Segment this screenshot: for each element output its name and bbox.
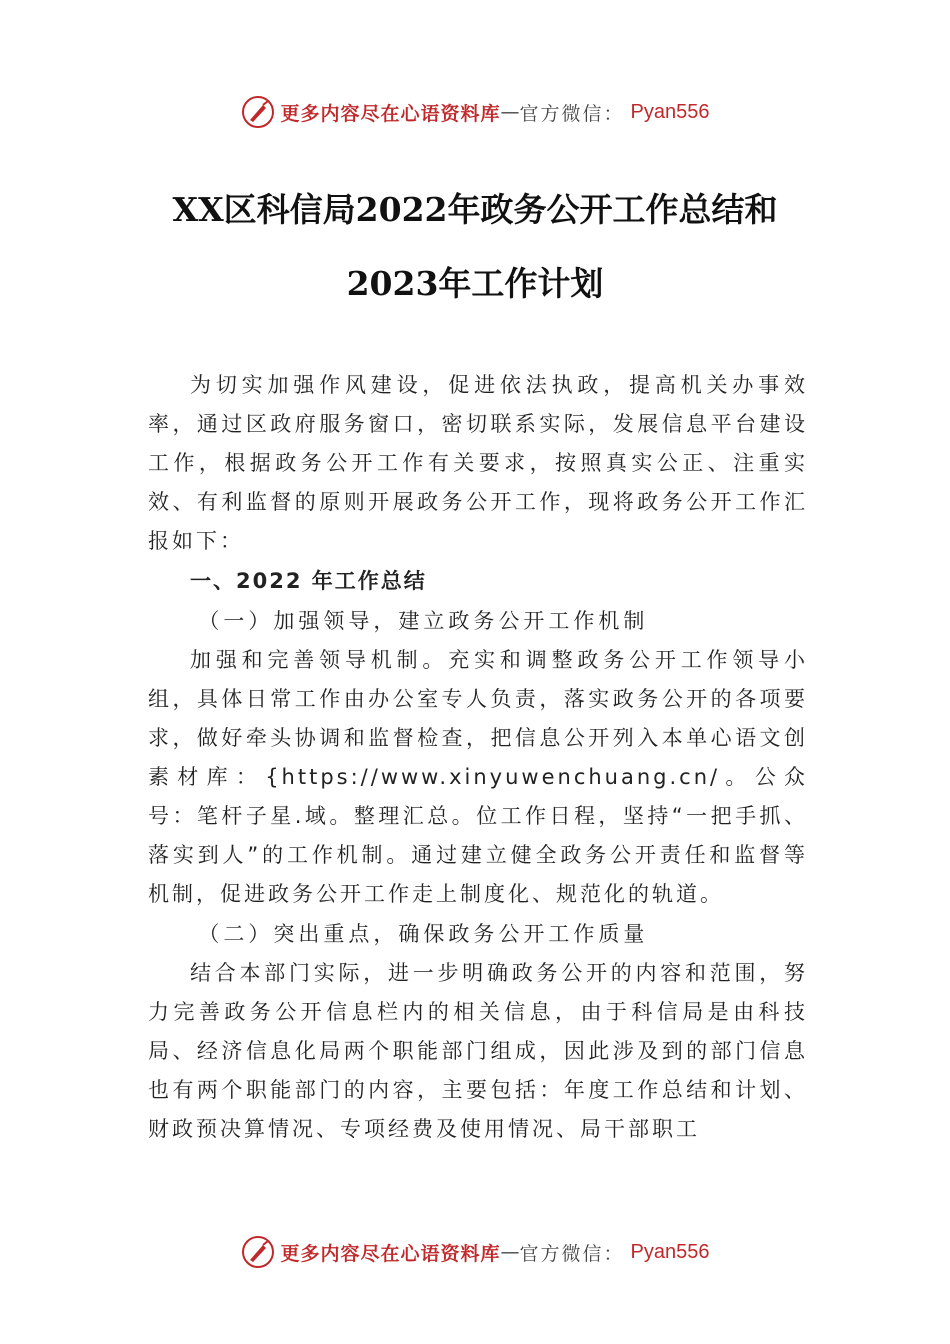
- intro-paragraph: 为切实加强作风建设，促进依法执政，提高机关办事效率，通过区政府服务窗口，密切联系实际，发展信息平台建设工作，根据政务公开工作有关要求，按照真实公正、注重实效、有利监督的原则开展政务公开工作，现将政务公开工作汇报如下：: [148, 373, 808, 553]
- document-title-line2: 2023年工作计划: [346, 264, 604, 303]
- document-body: [148, 366, 808, 1149]
- banner-dash: —: [500, 1241, 520, 1263]
- subsection-heading-2: （二）突出重点，确保政务公开工作质量: [198, 922, 649, 946]
- banner-slogan: 更多内容尽在心语资料库: [280, 1242, 501, 1265]
- wechat-label: 官方微信：: [519, 1242, 625, 1265]
- banner-dash: —: [500, 101, 520, 123]
- wechat-id: Pyan556: [630, 1240, 710, 1263]
- banner-slogan: 更多内容尽在心语资料库: [280, 102, 501, 125]
- document-title-line1: XX区科信局2022年政务公开工作总结和: [172, 190, 778, 229]
- wechat-id: Pyan556: [630, 100, 710, 123]
- subsection-heading-1: （一）加强领导，建立政务公开工作机制: [198, 609, 649, 633]
- quill-logo-icon: [241, 95, 275, 129]
- paragraph-1: 加强和完善领导机制。充实和调整政务公开工作领导小组，具体日常工作由办公室专人负责，落实政务公开的各项要求，做好牵头协调和监督检查，把信息公开列入本单心语文创素材库：{https://www.xinyuwenchuang.cn/。公众号：笔杆子星.域。整理汇总。位工作日程，坚持“一把手抓、落实到人”的工作机制。通过建立健全政务公开责任和监督等机制，促进政务公开工作走上制度化、规范化的轨道。: [148, 648, 808, 906]
- footer-banner: [0, 1232, 950, 1272]
- paragraph-2: 结合本部门实际，进一步明确政务公开的内容和范围，努力完善政务公开信息栏内的相关信息，由于科信局是由科技局、经济信息化局两个职能部门组成，因此涉及到的部门信息也有两个职能部门的内容，主要包括：年度工作总结和计划、财政预决算情况、专项经费及使用情况、局干部职工: [148, 961, 808, 1141]
- wechat-label: 官方微信：: [519, 102, 625, 125]
- section-heading-1: 一、2022 年工作总结: [190, 569, 427, 593]
- header-banner: [0, 92, 950, 132]
- quill-logo-icon: [241, 1235, 275, 1269]
